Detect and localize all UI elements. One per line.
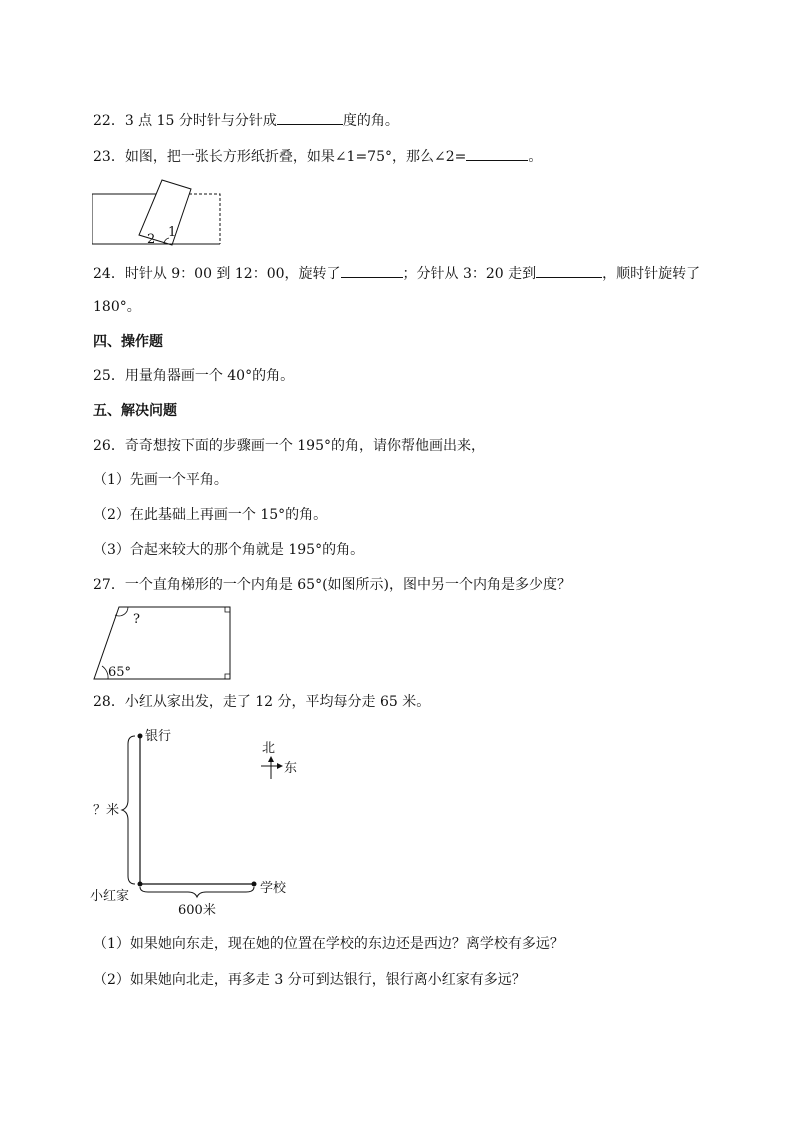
q28-subquestion-2: （2）如果她向北走，再多走 3 分可到达银行，银行离小红家有多远？ [93,972,526,988]
q22-text-pre: 22．3 点 15 分时针与分针成 [93,113,277,129]
q26-step-1: （1）先画一个平角。 [93,472,228,488]
q28-route-map-figure [88,724,308,920]
q23-answer-blank[interactable] [466,146,528,161]
question-28: 28．小红从家出发，走了 12 分，平均每分走 65 米。 [93,694,431,710]
q28-home-label: 小红家 [90,889,130,904]
q24-text-mid: ；分针从 3：20 走到 [402,266,537,282]
question-24 [93,263,700,283]
q23-angle-1-label: 1 [168,225,177,240]
q24-text-post: ，顺时针旋转了 [602,266,701,282]
q28-bank-label: 银行 [145,729,172,744]
q27-trapezoid-figure [92,603,234,681]
q28-school-label: 学校 [260,881,287,896]
q28-subquestion-1: （1）如果她向东走，现在她的位置在学校的东边还是西边？离学校有多远？ [93,936,564,952]
q28-distance-label: 600米 [178,903,216,918]
q28-unknown-distance-label: ？米 [93,803,120,818]
section-4-heading: 四、操作题 [93,334,163,350]
question-24-continued: 180°。 [93,299,141,315]
q23-angle-2-label: 2 [147,232,156,247]
q26-step-2: （2）在此基础上再画一个 15°的角。 [93,507,328,523]
q23-text-pre: 23．如图，把一张长方形纸折叠，如果∠1=75°，那么∠2= [93,149,467,165]
question-22 [93,110,399,130]
question-25: 25．用量角器画一个 40°的角。 [93,368,295,384]
q26-step-3: （3）合起来较大的那个角就是 195°的角。 [93,542,365,558]
q23-text-post: 。 [528,149,543,165]
q23-folded-paper-figure [92,177,224,247]
section-5-heading: 五、解决问题 [93,403,177,419]
question-27: 27．一个直角梯形的一个内角是 65°(如图所示)，图中另一个内角是多少度？ [93,577,572,593]
q22-text-post: 度的角。 [342,113,399,129]
q24-text-pre: 24．时针从 9：00 到 12：00，旋转了 [93,266,341,282]
q28-compass-north-label: 北 [262,741,276,756]
q22-answer-blank[interactable] [277,110,343,125]
q24-answer-blank-1[interactable] [341,263,403,278]
q27-given-angle-label: 65° [108,665,132,680]
question-23 [93,146,542,166]
question-26: 26．奇奇想按下面的步骤画一个 195°的角，请你帮他画出来， [93,438,485,454]
q27-unknown-angle-label: ? [133,612,140,627]
q28-compass-east-label: 东 [284,761,298,776]
q24-answer-blank-2[interactable] [536,263,602,278]
